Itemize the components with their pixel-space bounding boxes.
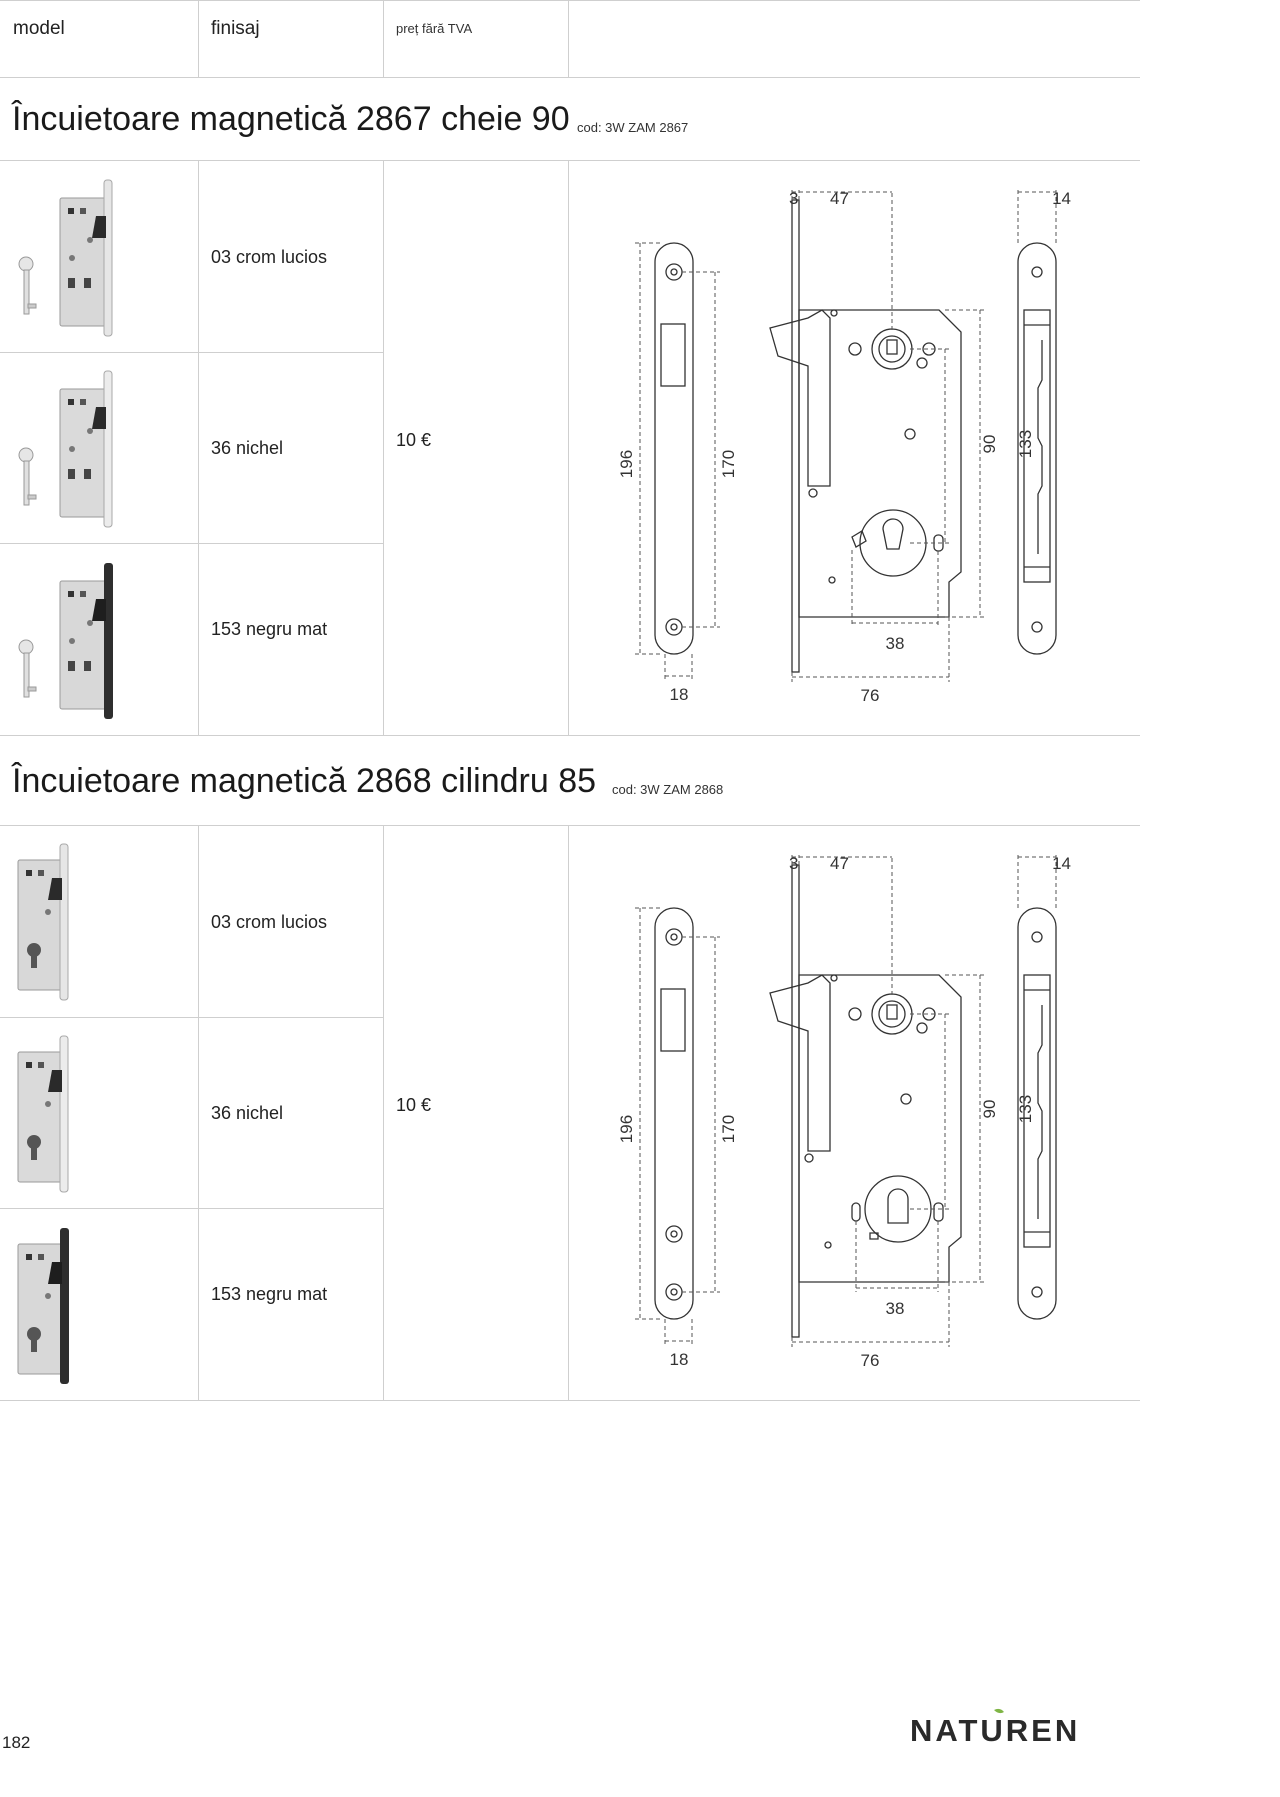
header-divider — [198, 0, 199, 77]
price-value: 10 € — [396, 1095, 432, 1115]
technical-drawing — [590, 180, 1130, 720]
dim-label: 3 — [789, 854, 799, 873]
dim-label: 38 — [885, 634, 905, 653]
product-code: cod: 3W ZAM 2868 — [612, 782, 724, 797]
lock-thumbnail-black — [8, 1226, 118, 1386]
section-rule — [0, 825, 1140, 826]
section-rule — [0, 160, 1140, 161]
header-bottom-rule — [0, 77, 1140, 78]
price-value: 10 € — [396, 430, 432, 450]
column-divider — [568, 825, 569, 1400]
dim-label: 76 — [860, 1351, 880, 1370]
dim-label: 18 — [669, 685, 689, 704]
product-title: Încuietoare magnetică 2868 cilindru 85 — [12, 762, 597, 800]
header-model: model — [13, 18, 65, 39]
dim-label: 90 — [980, 434, 999, 454]
finish-label: 153 negru mat — [211, 619, 328, 639]
header-finish: finisaj — [211, 18, 260, 39]
lock-thumbnail-nickel — [8, 1034, 118, 1194]
lock-thumbnail-black — [10, 561, 120, 721]
dim-label: 14 — [1052, 189, 1071, 208]
header-divider — [568, 0, 569, 77]
page-number: 182 — [2, 1733, 31, 1752]
column-divider — [198, 160, 199, 735]
row-rule — [0, 543, 383, 544]
dim-label: 47 — [830, 189, 849, 208]
dim-label: 38 — [885, 1299, 905, 1318]
dim-label: 47 — [830, 854, 849, 873]
lock-thumbnail-chrome — [10, 178, 120, 338]
header-divider — [383, 0, 384, 77]
column-divider — [383, 825, 384, 1400]
header-price: preț fără TVA — [396, 21, 473, 36]
dim-label: 133 — [1016, 429, 1035, 459]
dim-label: 76 — [860, 686, 880, 705]
dim-label: 196 — [617, 449, 636, 479]
dim-label: 133 — [1016, 1094, 1035, 1124]
dim-label: 90 — [980, 1099, 999, 1119]
product-title: Încuietoare magnetică 2867 cheie 90 — [12, 100, 570, 138]
technical-drawing — [590, 845, 1130, 1385]
section-rule — [0, 1400, 1140, 1401]
section-rule — [0, 735, 1140, 736]
lock-thumbnail-nickel — [10, 369, 120, 529]
dim-label: 3 — [789, 189, 799, 208]
row-rule — [0, 1017, 383, 1018]
row-rule — [0, 1208, 383, 1209]
brand-logo-text: NATUREN — [910, 1713, 1081, 1748]
lock-thumbnail-chrome — [8, 842, 118, 1002]
brand-logo — [910, 1708, 1110, 1748]
column-divider — [383, 160, 384, 735]
column-divider — [568, 160, 569, 735]
finish-label: 36 nichel — [211, 438, 284, 458]
finish-label: 03 crom lucios — [211, 912, 328, 932]
dim-label: 170 — [719, 449, 738, 479]
dim-label: 14 — [1052, 854, 1071, 873]
finish-label: 03 crom lucios — [211, 247, 328, 267]
finish-label: 36 nichel — [211, 1103, 284, 1123]
dim-label: 170 — [719, 1114, 738, 1144]
column-divider — [198, 825, 199, 1400]
dim-label: 18 — [669, 1350, 689, 1369]
dim-label: 196 — [617, 1114, 636, 1144]
row-rule — [0, 352, 383, 353]
product-code: cod: 3W ZAM 2867 — [577, 120, 689, 135]
header-top-rule — [0, 0, 1140, 1]
finish-label: 153 negru mat — [211, 1284, 328, 1304]
